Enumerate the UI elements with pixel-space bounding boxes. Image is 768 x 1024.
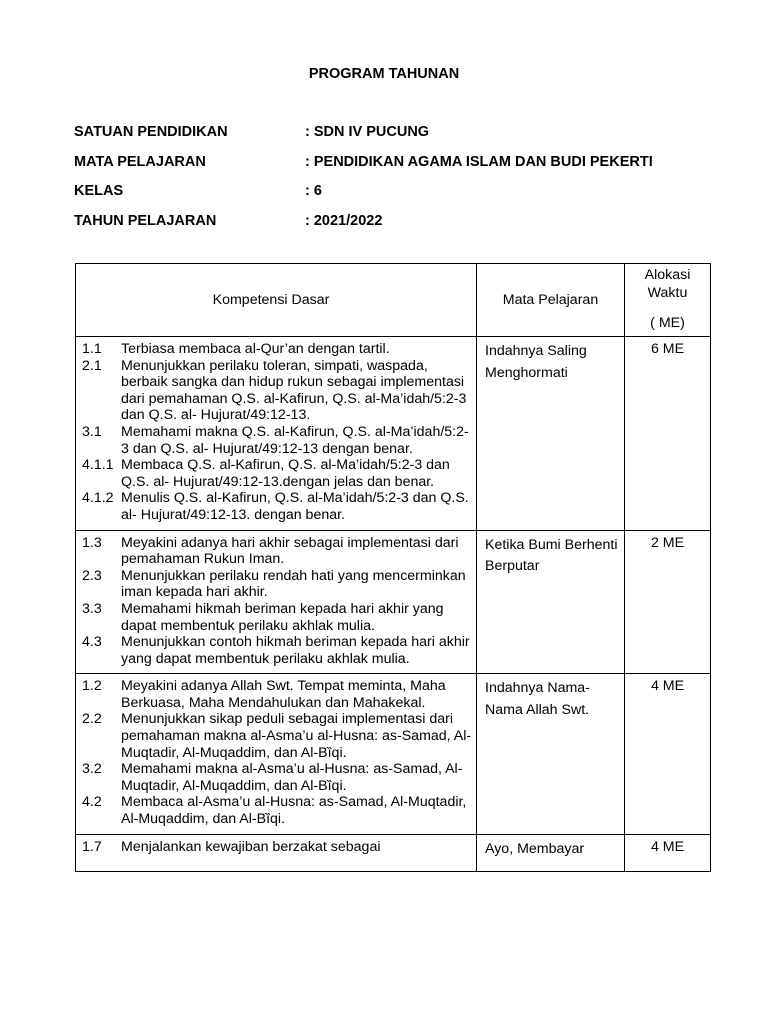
kd-number: 3.3 — [82, 600, 102, 617]
kd-text: Menunjukkan sikap peduli sebagai implementasi dari pemahaman makna al-Asma’u al-Husna: as-Samad, Al-Muqtadir, Al-Muqaddim, dan Al-Bȉqi. — [121, 711, 472, 761]
kd-item — [82, 711, 472, 761]
mp-cell: Indahnya Nama-Nama Allah Swt. — [477, 674, 625, 834]
kd-number: 1.1 — [82, 341, 102, 357]
info-value: : SDN IV PUCUNG — [305, 124, 430, 140]
kd-number: 4.1.2 — [82, 490, 114, 507]
kd-cell — [76, 674, 477, 834]
kd-number: 4.3 — [82, 634, 102, 651]
info-row-school — [74, 124, 653, 154]
info-value: : PENDIDIKAN AGAMA ISLAM DAN BUDI PEKERTI — [305, 153, 653, 170]
kd-number: 1.7 — [82, 838, 102, 855]
mp-cell: Ayo, Membayar — [477, 834, 625, 871]
table-header-row — [76, 264, 711, 337]
kd-text: Meyakini adanya hari akhir sebagai implementasi dari pemahaman Rukun Iman. — [121, 534, 459, 568]
kd-cell — [76, 337, 477, 531]
kd-number: 2.3 — [82, 567, 102, 584]
kd-item — [82, 535, 472, 568]
kd-text: Terbiasa membaca al-Qur’an dengan tartil. — [121, 341, 390, 357]
kd-number: 1.2 — [82, 678, 102, 695]
header-aw-line3: ( ME) — [650, 315, 685, 331]
kd-text: Memahami makna Q.S. al-Kafirun, Q.S. al-Ma’idah/5:2-3 dan Q.S. al- Hujurat/49:12-13 dengan benar. — [121, 423, 469, 457]
kd-text: Menunjukkan perilaku toleran, simpati, waspada, berbaik sangka dan hidup rukun sebagai implementasi dari pemahaman Q.S. al-Kafirun, Q.S. al-Ma’idah/5:2-3 dan Q.S. al- Hujurat/49:12-13. — [121, 357, 467, 424]
kd-item — [82, 457, 472, 490]
info-key: SATUAN PENDIDIKAN — [74, 124, 228, 140]
kd-text: Menjalankan kewajiban berzakat sebagai — [121, 838, 381, 855]
kd-item — [82, 358, 472, 424]
kd-text: Meyakini adanya Allah Swt. Tempat meminta, Maha Berkuasa, Maha Mendahulukan dan Mahakekal. — [121, 678, 446, 711]
kd-cell — [76, 530, 477, 674]
kd-number: 3.1 — [82, 423, 102, 440]
kd-text: Memahami hikmah beriman kepada hari akhir yang dapat membentuk perilaku akhlak mulia. — [121, 600, 444, 634]
mp-cell: Ketika Bumi Berhenti Berputar — [477, 530, 625, 674]
mp-cell: Indahnya Saling Menghormati — [477, 337, 625, 531]
kd-item — [82, 424, 472, 457]
kd-text: Memahami makna al-Asma’u al-Husna: as-Samad, Al-Muqtadir, Al-Muqaddim, dan Al-Bȉqi. — [121, 761, 463, 794]
page-title: PROGRAM TAHUNAN — [308, 66, 460, 82]
info-key: KELAS — [74, 183, 124, 199]
info-value: : 2021/2022 — [305, 212, 383, 229]
kd-item — [82, 839, 472, 856]
kd-text: Membaca Q.S. al-Kafirun, Q.S. al-Ma’idah/5:2-3 dan Q.S. al- Hujurat/49:12-13.dengan jelas dan benar. — [121, 457, 450, 490]
info-key: TAHUN PELAJARAN — [74, 212, 217, 229]
info-row-subject — [74, 154, 653, 184]
annual-program-table — [75, 263, 711, 872]
header-aw-line1: Alokasi — [644, 267, 691, 283]
info-value: : 6 — [305, 183, 322, 199]
header-kompetensi-dasar: Kompetensi Dasar — [76, 264, 477, 337]
header-mata-pelajaran: Mata Pelajaran — [477, 264, 625, 337]
aw-cell: 2 ME — [625, 530, 711, 674]
kd-item — [82, 568, 472, 601]
table-row — [76, 530, 711, 674]
kd-text: Membaca al-Asma’u al-Husna: as-Samad, Al-Muqtadir, Al-Muqaddim, dan Al-Bȉqi. — [121, 794, 467, 828]
table-row — [76, 337, 711, 531]
kd-item — [82, 761, 472, 794]
info-key: MATA PELAJARAN — [74, 153, 206, 170]
kd-item — [82, 341, 472, 358]
header-aw-line2: Waktu — [647, 285, 688, 301]
kd-number: 4.1.1 — [82, 457, 114, 474]
kd-number: 1.3 — [82, 534, 102, 551]
kd-text: Menunjukkan contoh hikmah beriman kepada hari akhir yang dapat membentuk perilaku akhlak mulia. — [121, 634, 470, 667]
kd-number: 2.1 — [82, 357, 102, 374]
kd-number: 4.2 — [82, 794, 102, 811]
kd-text: Menulis Q.S. al-Kafirun, Q.S. al-Ma’idah/5:2-3 dan Q.S. al- Hujurat/49:12-13. dengan benar. — [121, 490, 469, 523]
header-alokasi-waktu — [625, 264, 711, 337]
kd-item — [82, 794, 472, 827]
table-row — [76, 834, 711, 871]
info-row-year — [74, 213, 653, 243]
kd-cell — [76, 834, 477, 871]
kd-item — [82, 601, 472, 634]
kd-item — [82, 634, 472, 667]
kd-item — [82, 678, 472, 711]
document-info — [74, 124, 653, 242]
aw-cell: 6 ME — [625, 337, 711, 531]
kd-item — [82, 490, 472, 523]
table-row — [76, 674, 711, 834]
info-row-class — [74, 183, 653, 213]
kd-text: Menunjukkan perilaku rendah hati yang mencerminkan iman kepada hari akhir. — [121, 567, 466, 601]
kd-number: 2.2 — [82, 711, 102, 728]
aw-cell: 4 ME — [625, 834, 711, 871]
aw-cell: 4 ME — [625, 674, 711, 834]
kd-number: 3.2 — [82, 761, 102, 778]
